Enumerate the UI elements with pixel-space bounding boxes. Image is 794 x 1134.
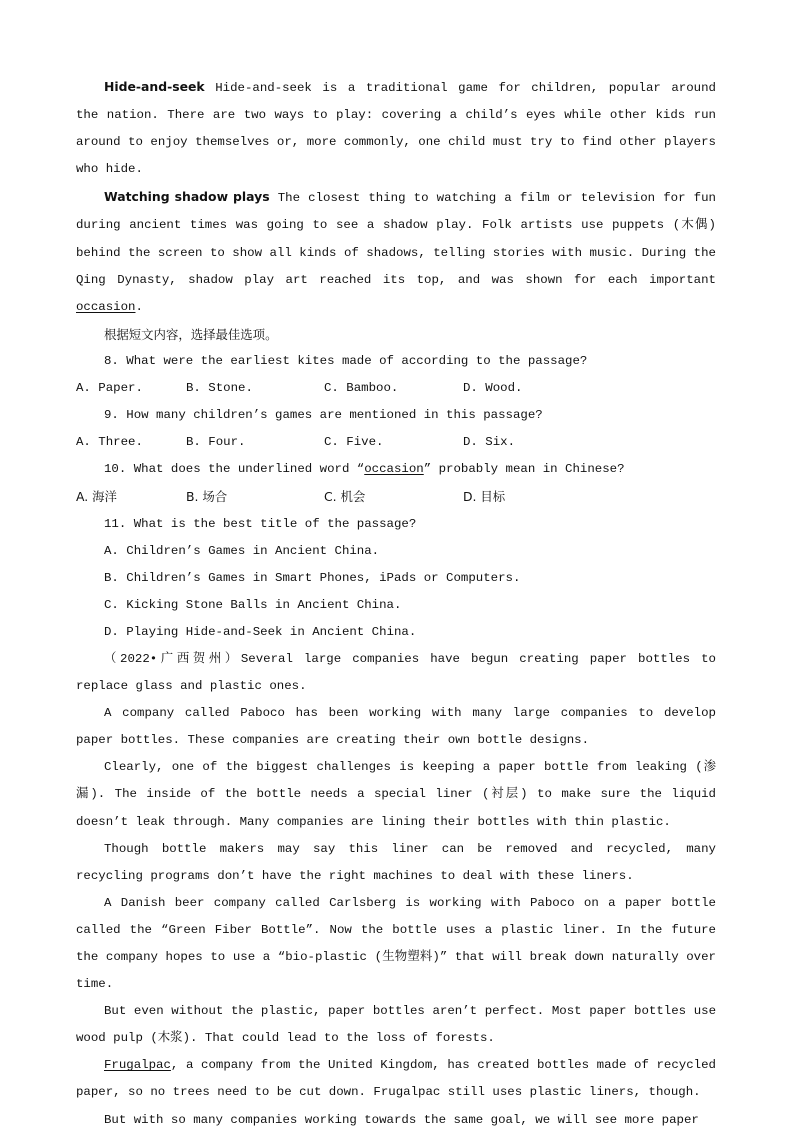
passage2-paragraph-4: A Danish beer company called Carlsberg is working with Paboco on a paper bottle called the “Green Fiber Bottle”. Now the bottle uses a plastic liner. In the future the company hopes to use a “bio-plastic (生物塑料)” that will break down naturally over time. [76,895,716,992]
paragraph-text: The closest thing to watching a film or television for fun during ancient times was going to see a shadow play. Folk artists use puppets (木偶) behind the screen to show all kinds of shadows, telling stories with music. During the Qing Dynasty, shadow play art reached its top, and was shown for each important [76,191,716,287]
q11-option-c: C. Kicking Stone Balls in Ancient China. [104,597,402,612]
question-8-stem: 8. What were the earliest kites made of according to the passage? [104,353,588,368]
q8-option-d: D. Wood. [463,381,523,396]
passage2-paragraph-7: But with so many companies working towards the same goal, we will see more paper [104,1112,699,1127]
q10-underlined-word: occasion [364,462,424,477]
q11-option-b: B. Children’s Games in Smart Phones, iPads or Computers. [104,570,521,585]
passage2-paragraph-5: But even without the plastic, paper bottles aren’t perfect. Most paper bottles use wood pulp (木浆). That could lead to the loss of forests. [76,1004,716,1046]
paragraph-text: Hide-and-seek is a traditional game for children, popular around the nation. There are two ways to play: covering a child’s eyes while other kids run around to enjoy themselves or, more commonly, one child must try to find other players who hide. [76,81,716,177]
underlined-word-occasion: occasion [76,299,136,314]
question-8-options [76,375,716,402]
q11-option-d: D. Playing Hide-and-Seek in Ancient China. [104,624,417,639]
passage2-intro: （2022•广西贺州）Several large companies have begun creating paper bottles to replace glass and plastic ones. [76,651,716,694]
q10-stem-start: 10. What does the underlined word “ [104,462,365,477]
paragraph-shadow-plays [76,183,716,320]
term-hide-and-seek: Hide-and-seek [104,79,205,94]
q10-stem-end: ” probably mean in Chinese? [423,462,625,477]
paragraph-text-end: . [135,299,143,314]
underlined-word-frugalpac: Frugalpac [104,1058,171,1073]
paragraph-text: , a company from the United Kingdom, has created bottles made of recycled paper, so no trees need to be cut down. Frugalpac still uses plastic liners, though. [76,1058,716,1100]
document-page [76,73,716,1134]
passage2-paragraph-3: Though bottle makers may say this liner can be removed and recycled, many recycling programs don’t have the right machines to deal with these liners. [76,841,716,883]
q10-option-c: C. 机会 [324,489,366,505]
question-9-stem: 9. How many children’s games are mentioned in this passage? [104,408,543,423]
term-shadow-plays: Watching shadow plays [104,189,270,205]
q9-option-a: A. Three. [76,435,143,450]
q9-option-c: C. Five. [324,435,384,450]
question-10-options [76,483,716,510]
q10-option-d: D. 目标 [463,489,506,505]
q10-option-a: A. 海洋 [76,489,117,505]
q9-option-d: D. Six. [463,435,516,450]
paragraph-hide-and-seek [76,73,716,183]
q9-option-b: B. Four. [186,435,246,450]
q8-option-c: C. Bamboo. [324,381,399,396]
q11-option-a: A. Children’s Games in Ancient China. [104,543,380,558]
q8-option-a: A. Paper. [76,381,143,396]
q8-option-b: B. Stone. [186,381,253,396]
passage2-paragraph-2: Clearly, one of the biggest challenges is keeping a paper bottle from leaking (渗漏). The inside of the bottle needs a special liner (衬层) to make sure the liquid doesn’t leak through. Many companies are lining their bottles with thin plastic. [76,760,716,829]
passage2-paragraph-1: A company called Paboco has been working with many large companies to develop paper bottles. These companies are creating their own bottle designs. [76,706,716,748]
instruction-text: 根据短文内容，选择最佳选项。 [104,326,278,342]
question-11-stem: 11. What is the best title of the passage? [104,516,417,531]
question-10-stem [76,456,716,483]
passage2-paragraph-6 [76,1052,716,1106]
question-9-options [76,429,716,456]
q10-option-b: B. 场合 [186,489,228,505]
